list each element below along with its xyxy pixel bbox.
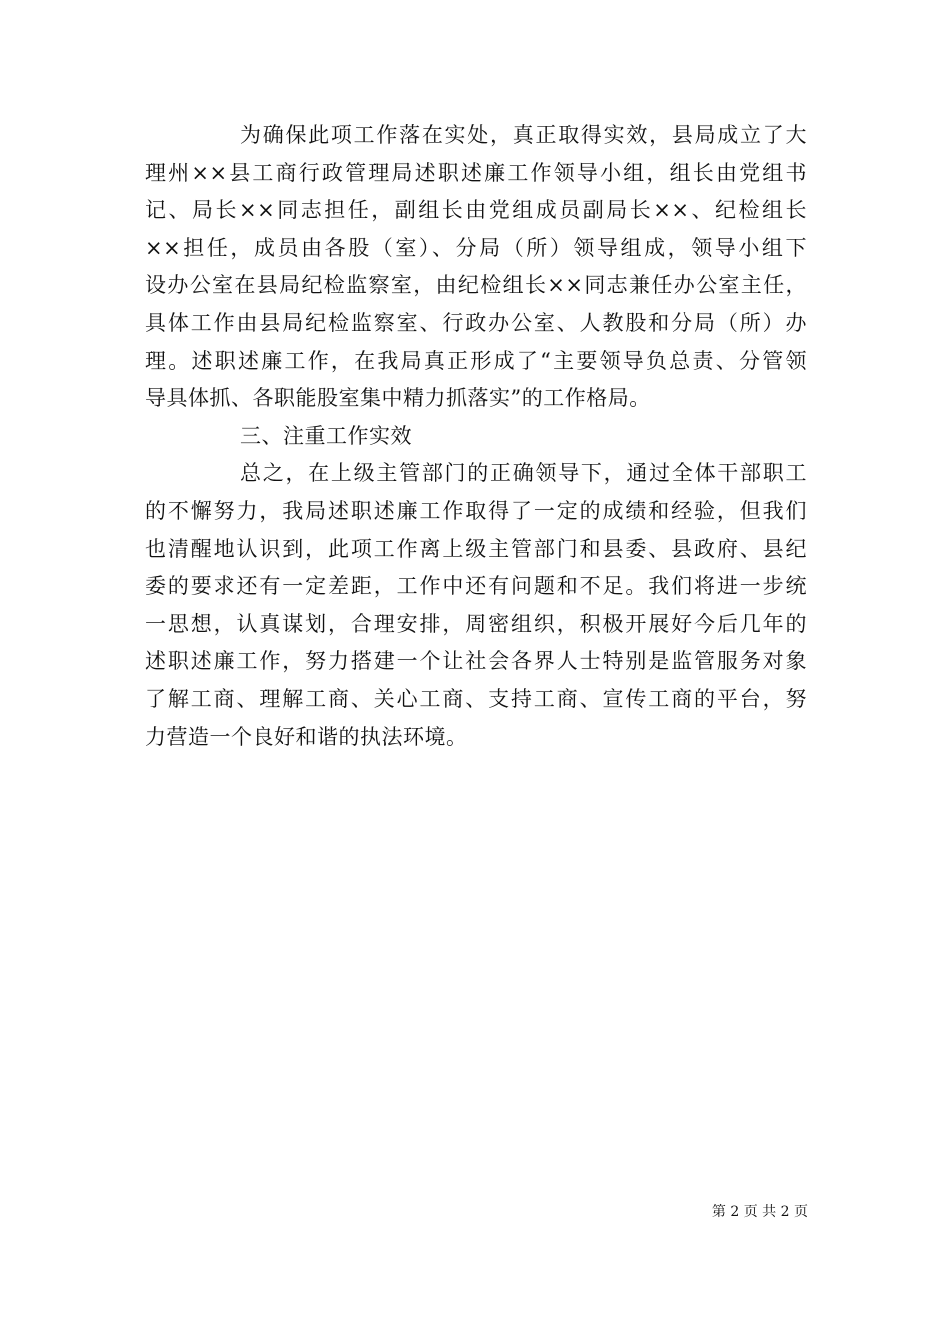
text-line: 述职述廉工作，努力搭建一个让社会各界人士特别是监管服务对象	[145, 649, 807, 674]
page-number-footer: 第 2 页 共 2 页	[711, 1204, 808, 1220]
text-line: 的不懈努力，我局述职述廉工作取得了一定的成绩和经验，但我们	[145, 498, 807, 523]
text-line: 委的要求还有一定差距，工作中还有问题和不足。我们将进一步统	[145, 574, 807, 599]
paragraph	[145, 455, 807, 756]
document-body	[145, 117, 807, 756]
text-line: 一思想，认真谋划，合理安排，周密组织，积极开展好今后几年的	[145, 611, 807, 636]
text-line: 总之，在上级主管部门的正确领导下，通过全体干部职工	[240, 461, 807, 486]
text-line: 理。述职述廉工作，在我局真正形成了“主要领导负总责、分管领	[145, 348, 807, 373]
text-line: 导具体抓、各职能股室集中精力抓落实”的工作格局。	[145, 386, 651, 411]
text-line: 力营造一个良好和谐的执法环境。	[145, 724, 468, 749]
text-line: 理州××县工商行政管理局述职述廉工作领导小组，组长由党组书	[145, 160, 807, 185]
text-line: 记、局长××同志担任，副组长由党组成员副局长××、纪检组长	[145, 198, 807, 223]
text-line: 三、注重工作实效	[240, 423, 412, 448]
paragraph	[145, 418, 807, 456]
text-line: 也清醒地认识到，此项工作离上级主管部门和县委、县政府、县纪	[145, 536, 807, 561]
text-line: 设办公室在县局纪检监察室，由纪检组长××同志兼任办公室主任，	[145, 273, 807, 298]
text-line: 了解工商、理解工商、关心工商、支持工商、宣传工商的平台，努	[145, 686, 807, 711]
text-line: ××担任，成员由各股（室）、分局（所）领导组成，领导小组下	[145, 235, 807, 260]
text-line: 具体工作由县局纪检监察室、行政办公室、人教股和分局（所）办	[145, 310, 807, 335]
paragraph	[145, 117, 807, 418]
text-line: 为确保此项工作落在实处，真正取得实效，县局成立了大	[240, 123, 807, 147]
